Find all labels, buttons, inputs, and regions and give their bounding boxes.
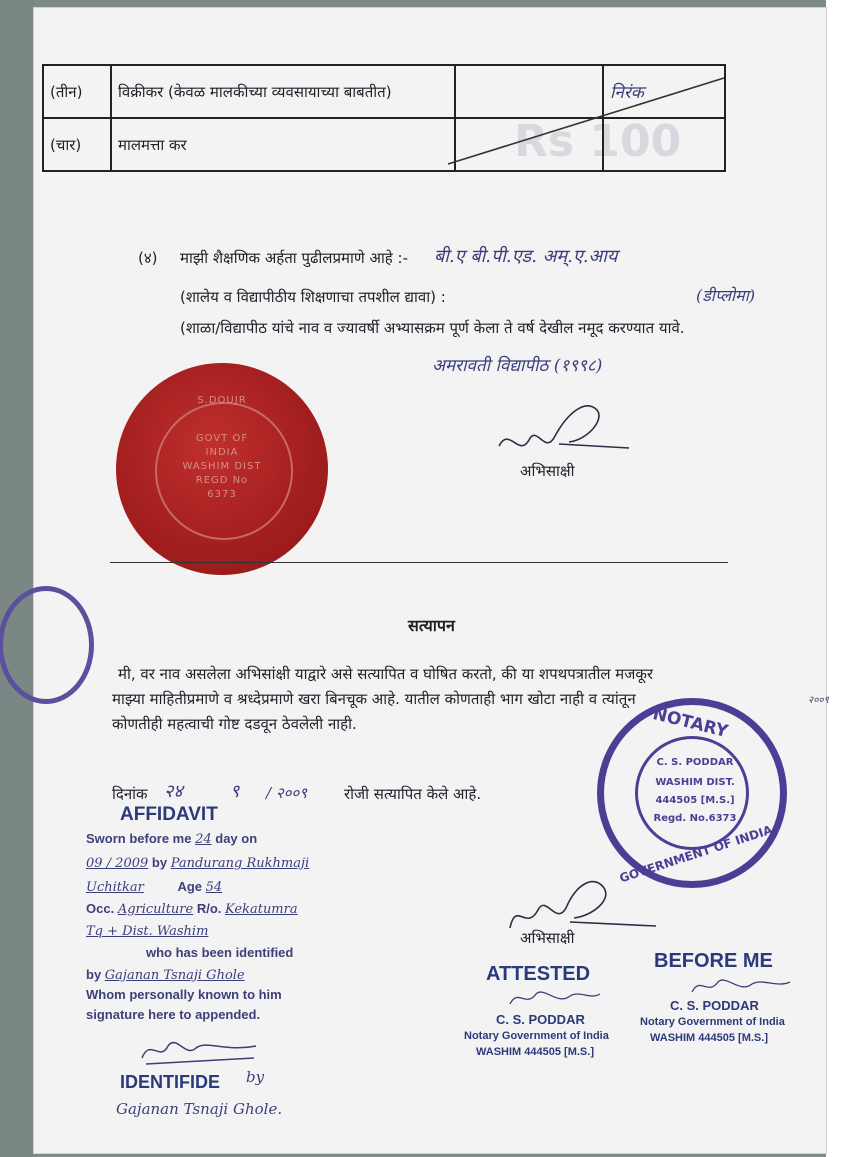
verification-para-1: मी, वर नाव असलेला अभिसांक्षी याद्वारे असे सत्यापित व घोषित करतो, की या शपथपत्रातील मजकूर — [118, 665, 654, 683]
document-page — [34, 8, 829, 1153]
notary-stamp-top: NOTARY — [650, 704, 730, 742]
affidavit-identifier: Gajanan Tsnaji Ghole — [104, 968, 245, 983]
notary-pin: 444505 [M.S.] — [655, 795, 735, 806]
affidavit-line-6: who has been identified — [146, 945, 294, 960]
affidavit-line-4 — [86, 901, 298, 917]
education-diploma-handwritten: (डीप्लोमा) — [696, 286, 756, 305]
notary-stamp-bottom: GOVERNMENT OF INDIA — [617, 822, 775, 886]
row-number: (तीन) — [43, 65, 111, 118]
date-day-handwritten: २४ — [164, 781, 183, 802]
affidavit-district: Tq + Dist. Washim — [86, 924, 209, 939]
seal-text-top: S.DOUJR — [197, 395, 247, 406]
identified-stamp: IDENTIFIDE — [120, 1072, 221, 1092]
before-me-signature — [686, 970, 796, 1000]
education-line-3: (शाळा/विद्यापीठ यांचे नाव व ज्यावर्षी अभ्यासक्रम पूर्ण केला ते वर्ष देखील नमूद करण्यात यावे. — [180, 319, 685, 337]
before-me-name: C. S. PODDAR — [670, 998, 759, 1013]
affidavit-text: day on — [215, 831, 258, 846]
before-me-title: BEFORE ME — [654, 950, 773, 972]
affidavit-text: by — [86, 967, 102, 982]
partial-seal — [0, 586, 94, 704]
identifier-signature — [136, 1028, 266, 1070]
seal-text: 6373 — [207, 489, 237, 500]
affidavit-place: Kekatumra — [225, 902, 298, 917]
affidavit-date: 09 / 2009 — [86, 856, 149, 871]
affidavit-day: 24 — [195, 832, 212, 847]
education-number: (४) — [138, 249, 158, 267]
deponent-signature-1 — [489, 396, 639, 468]
notary-stamp-center — [635, 736, 749, 850]
affidavit-text: by — [151, 855, 168, 870]
verification-para-2: माझ्या माहितीप्रमाणे व श्रध्देप्रमाणे खरा बिनचूक आहे. यातील कोणताही भाग खोटा नाही व त्यांतून — [112, 690, 636, 708]
notary-name: C. S. PODDAR — [656, 757, 734, 768]
before-me-line-2: WASHIM 444505 [M.S.] — [650, 1032, 768, 1044]
attested-line-1: Notary Government of India — [464, 1030, 609, 1042]
seal-text: WASHIM DIST — [182, 461, 262, 472]
date-prefix: दिनांक — [112, 785, 148, 803]
affidavit-surname: Uchitkar — [86, 880, 144, 895]
education-line-1: माझी शैक्षणिक अर्हता पुढीलप्रमाणे आहे :- — [180, 249, 409, 267]
attested-title: ATTESTED — [486, 963, 591, 985]
affidavit-name: Pandurang Rukhmaji — [170, 856, 310, 871]
affidavit-text: R/o. — [196, 901, 222, 916]
affidavit-line-2 — [86, 855, 309, 871]
row-entry: निरंक — [603, 65, 725, 118]
seal-text: GOVT OF — [195, 433, 249, 444]
attested-name: C. S. PODDAR — [496, 1012, 585, 1027]
notary-place: WASHIM DIST. — [655, 777, 735, 788]
verification-para-3: कोणतीही महत्वाची गोष्ट दडवून ठेवलेली नाही. — [112, 715, 357, 733]
identified-by: by — [246, 1068, 265, 1086]
affidavit-occupation: Agriculture — [117, 902, 194, 917]
affidavit-text: Age — [177, 879, 203, 894]
verification-title: सत्यापन — [408, 616, 455, 635]
margin-note: २००९ — [808, 695, 829, 706]
affidavit-title: AFFIDAVIT — [120, 804, 218, 825]
identifier-name-handwritten: Gajanan Tsnaji Ghole. — [116, 1100, 283, 1118]
affidavit-line-9: signature here to appended. — [86, 1007, 261, 1022]
row-description: विक्रीकर (केवळ मालकीच्या व्यवसायाच्या बाबतीत) — [111, 65, 455, 118]
education-line-2: (शालेय व विद्यापीठीय शिक्षणाचा तपशील द्यावा) : — [180, 288, 446, 306]
strike-line — [444, 70, 734, 170]
row-number: (चार) — [43, 118, 111, 171]
affidavit-line-1 — [86, 831, 257, 847]
affidavit-line-8: Whom personally known to him — [86, 987, 282, 1002]
university-handwritten: अमरावती विद्यापीठ (१९९८) — [432, 356, 603, 376]
notary-regd: Regd. No.6373 — [653, 813, 737, 824]
seal-text: REGD No — [195, 475, 249, 486]
affidavit-age: 54 — [205, 880, 223, 895]
attested-line-2: WASHIM 444505 [M.S.] — [476, 1046, 594, 1058]
notary-round-stamp — [597, 698, 787, 888]
affidavit-line-3 — [86, 879, 222, 895]
education-degree-handwritten: बी.ए बी.पी.एड. अम्.ए.आय — [434, 246, 618, 267]
before-me-line-1: Notary Government of India — [640, 1016, 785, 1028]
date-month-handwritten: ९ — [230, 781, 240, 802]
affidavit-text: Occ. — [86, 901, 115, 916]
affidavit-line-5 — [86, 923, 208, 939]
affidavit-text: Sworn before me — [86, 831, 192, 846]
affidavit-line-7 — [86, 967, 245, 983]
attested-signature — [504, 982, 604, 1012]
scanner-edge-right — [826, 0, 850, 1157]
deponent-label-2: अभिसाक्षी — [520, 929, 575, 947]
section-divider — [110, 562, 728, 563]
deponent-label-1: अभिसाक्षी — [520, 462, 575, 480]
stamp-paper-watermark: Rs 100 — [514, 116, 682, 167]
seal-text: INDIA — [205, 447, 239, 458]
scanner-edge-left — [0, 0, 34, 1157]
date-suffix: रोजी सत्यापित केले आहे. — [344, 785, 482, 803]
date-year: / २००९ — [266, 784, 308, 802]
row-description: मालमत्ता कर — [111, 118, 455, 171]
red-wax-seal — [116, 363, 328, 575]
